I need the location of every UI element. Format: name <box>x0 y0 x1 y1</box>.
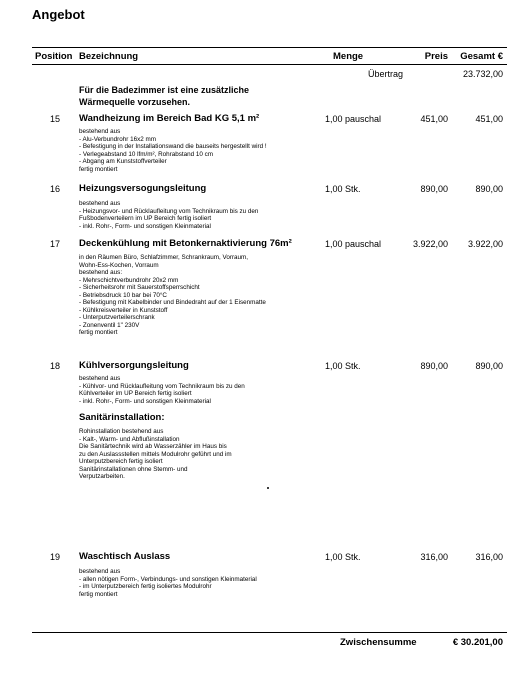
item-15-position: 15 <box>50 114 61 124</box>
item-19-total: 316,00 <box>475 552 503 562</box>
column-header-price: Preis <box>424 51 448 62</box>
stray-dot <box>267 487 269 489</box>
item-17-position: 17 <box>50 239 61 249</box>
item-16-quantity: 1,00 Stk. <box>325 184 361 194</box>
item-19-description: bestehend aus - allen nötigen Form-, Verbindungs- und sonstigen Kleinmaterial - im Unterputzbereich fertig isoliertes Modulrohr fertig montiert <box>79 568 257 598</box>
column-header-description: Bezeichnung <box>79 51 139 62</box>
item-15-total: 451,00 <box>475 114 503 124</box>
item-17-price: 3.922,00 <box>412 239 448 249</box>
carryover-label: Übertrag <box>368 69 404 79</box>
carryover-total: 23.732,00 <box>462 69 503 79</box>
column-header-position: Position <box>35 51 73 62</box>
subtotal-rule <box>32 632 507 633</box>
item-17-total: 3.922,00 <box>467 239 503 249</box>
item-17-title: Deckenkühlung mit Betonkernaktivierung 76m² <box>79 238 292 249</box>
page-title: Angebot <box>32 7 85 22</box>
item-16-description: bestehend aus - Heizungsvor- und Rücklaufleitung vom Technikraum bis zu den Fußbodenverteilern im UP Bereich fertig isoliert - inkl. Rohr-, Form- und sonstigen Kleinmaterial <box>79 200 259 230</box>
item-15-title: Wandheizung im Bereich Bad KG 5,1 m² <box>79 113 260 124</box>
sanitary-title: Sanitärinstallation: <box>79 412 165 423</box>
item-19-title: Waschtisch Auslass <box>79 551 171 562</box>
subtotal-value: € 30.201,00 <box>452 637 503 648</box>
item-18-price: 890,00 <box>420 361 448 371</box>
item-18-total: 890,00 <box>475 361 503 371</box>
item-18-position: 18 <box>50 361 61 371</box>
item-18-quantity: 1,00 Stk. <box>325 361 361 371</box>
item-19-price: 316,00 <box>420 552 448 562</box>
item-16-price: 890,00 <box>420 184 448 194</box>
intro-note: Für die Badezimmer ist eine zusätzliche Wärmequelle vorzusehen. <box>79 85 250 107</box>
item-17-quantity: 1,00 pauschal <box>325 239 382 249</box>
item-16-position: 16 <box>50 184 61 194</box>
item-18-description: bestehend aus - Kühlvor- und Rücklaufleitung vom Technikraum bis zu den Kühlverteiler im UP Bereich fertig isoliert - inkl. Rohr-, Form- und sonstigen Kleinmaterial <box>79 375 245 405</box>
sanitary-description: Rohinstallation bestehend aus - Kalt-, Warm- und Abflußinstallation Die Sanitärtechnik wird ab Wasserzähler im Haus bis zu den Auslassstellen mittels Modulrohr geführt und im Unterputzbereich fertig isoliert Sanitärinstallationen ohne Stemm- und Verputzarbeiten. <box>79 428 232 480</box>
item-15-price: 451,00 <box>420 114 448 124</box>
item-16-title: Heizungsversogungsleitung <box>79 183 207 194</box>
header-bottom-rule <box>32 64 507 65</box>
subtotal-label: Zwischensumme <box>340 637 417 648</box>
item-18-title: Kühlversorgungsleitung <box>79 360 189 371</box>
column-header-quantity: Menge <box>333 51 364 62</box>
item-19-quantity: 1,00 Stk. <box>325 552 361 562</box>
item-16-total: 890,00 <box>475 184 503 194</box>
item-19-position: 19 <box>50 552 61 562</box>
item-15-description: bestehend aus - Alu-Verbundrohr 16x2 mm - Befestigung in der Installationswand die bauseits hergestellt wird ! - Verlegeabstand 10 lfm/m², Rohrabstand 10 cm - Abgang am Kunststoffverteiler fertig montiert <box>79 128 267 173</box>
header-top-rule <box>32 47 507 48</box>
item-15-quantity: 1,00 pauschal <box>325 114 382 124</box>
column-header-total: Gesamt € <box>460 51 503 62</box>
item-17-description: in den Räumen Büro, Schlafzimmer, Schrankraum, Vorraum, Wohn-Ess-Kochen, Vorraum bestehend aus: - Mehrschichtverbundrohr 20x2 mm - Sicherheitsrohr mit Sauerstoffsperrschicht - Betriebsdruck 10 bar bei 70°C - Befestigung mit Kabelbinder und Bindedraht auf der 1 Eisenmatte - Kühlkreisverteiler in Kunststoff - Unterputzverteilerschrank - Zonenventil 1" 230V fertig montiert <box>79 254 266 336</box>
